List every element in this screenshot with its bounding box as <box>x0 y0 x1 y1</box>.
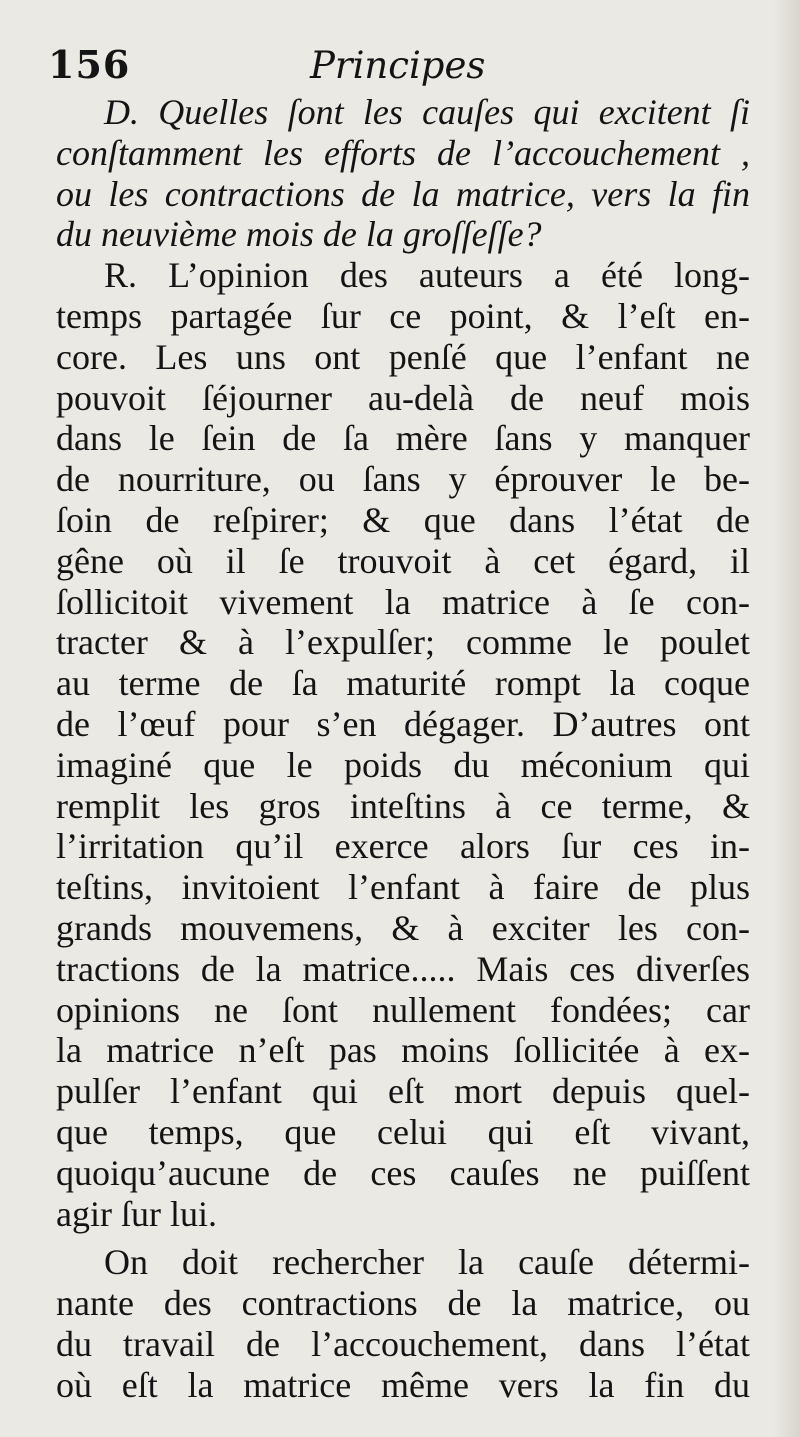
question-line: ou les contractions de la matrice, vers la fin <box>56 173 750 214</box>
answer-line: core. Les uns ont penſé que l’enfant ne <box>56 336 750 377</box>
answer-line: que temps, que celui qui eſt vivant, <box>56 1111 750 1152</box>
paragraph-block <box>56 1242 750 1405</box>
question-block <box>56 92 750 255</box>
page-number: 156 <box>48 42 131 87</box>
answer-line: pouvoit ſéjourner au-delà de neuf mois <box>56 377 750 418</box>
answer-line: teſtins, invitoient l’enfant à faire de plus <box>56 867 750 908</box>
answer-line: de l’œuf pour s’en dégager. D’autres ont <box>56 703 750 744</box>
question-line: conſtamment les efforts de l’accouchement , <box>56 132 750 173</box>
page-edge-shadow <box>774 0 800 1437</box>
answer-line: l’irritation qu’il exerce alors ſur ces in- <box>56 826 750 867</box>
answer-line: de nourriture, ou ſans y éprouver le be- <box>56 459 750 500</box>
answer-line: grands mouvemens, & à exciter les con- <box>56 907 750 948</box>
answer-line: tractions de la matrice..... Mais ces diverſes <box>56 948 750 989</box>
answer-line: gêne où il ſe trouvoit à cet égard, il <box>56 540 750 581</box>
answer-line: remplit les gros inteſtins à ce terme, & <box>56 785 750 826</box>
answer-line: imaginé que le poids du méconium qui <box>56 744 750 785</box>
answer-line: dans le ſein de ſa mère ſans y manquer <box>56 418 750 459</box>
paragraph-gap <box>56 1234 750 1242</box>
paragraph-line: où eſt la matrice même vers la fin du <box>56 1364 750 1405</box>
answer-line: pulſer l’enfant qui eſt mort depuis quel- <box>56 1071 750 1112</box>
paragraph-line: On doit rechercher la cauſe détermi- <box>104 1242 750 1283</box>
answer-line: au terme de ſa maturité rompt la coque <box>56 663 750 704</box>
answer-line: agir ſur lui. <box>56 1193 217 1234</box>
answer-line: opinions ne ſont nullement fondées; car <box>56 989 750 1030</box>
paragraph-line: nante des contractions de la matrice, ou <box>56 1283 750 1324</box>
answer-line: quoiqu’aucune de ces cauſes ne puiſſent <box>56 1152 750 1193</box>
question-line: D. Quelles ſont les cauſes qui excitent ſi <box>104 92 750 132</box>
question-line: du neuvième mois de la groſſeſſe? <box>56 214 542 255</box>
page-header <box>48 42 748 94</box>
answer-line: ſollicitoit vivement la matrice à ſe con- <box>56 581 750 622</box>
answer-line: ſoin de reſpirer; & que dans l’état de <box>56 499 750 540</box>
running-title: Principes <box>310 44 486 87</box>
paragraph-line: du travail de l’accouchement, dans l’état <box>56 1323 750 1364</box>
answer-block <box>56 255 750 1234</box>
body-text <box>56 92 750 1406</box>
answer-line: tracter & à l’expulſer; comme le poulet <box>56 622 750 663</box>
answer-line: la matrice n’eſt pas moins ſollicitée à ex- <box>56 1030 750 1071</box>
answer-line: R. L’opinion des auteurs a été long- <box>104 255 750 296</box>
answer-line: temps partagée ſur ce point, & l’eſt en- <box>56 295 750 336</box>
